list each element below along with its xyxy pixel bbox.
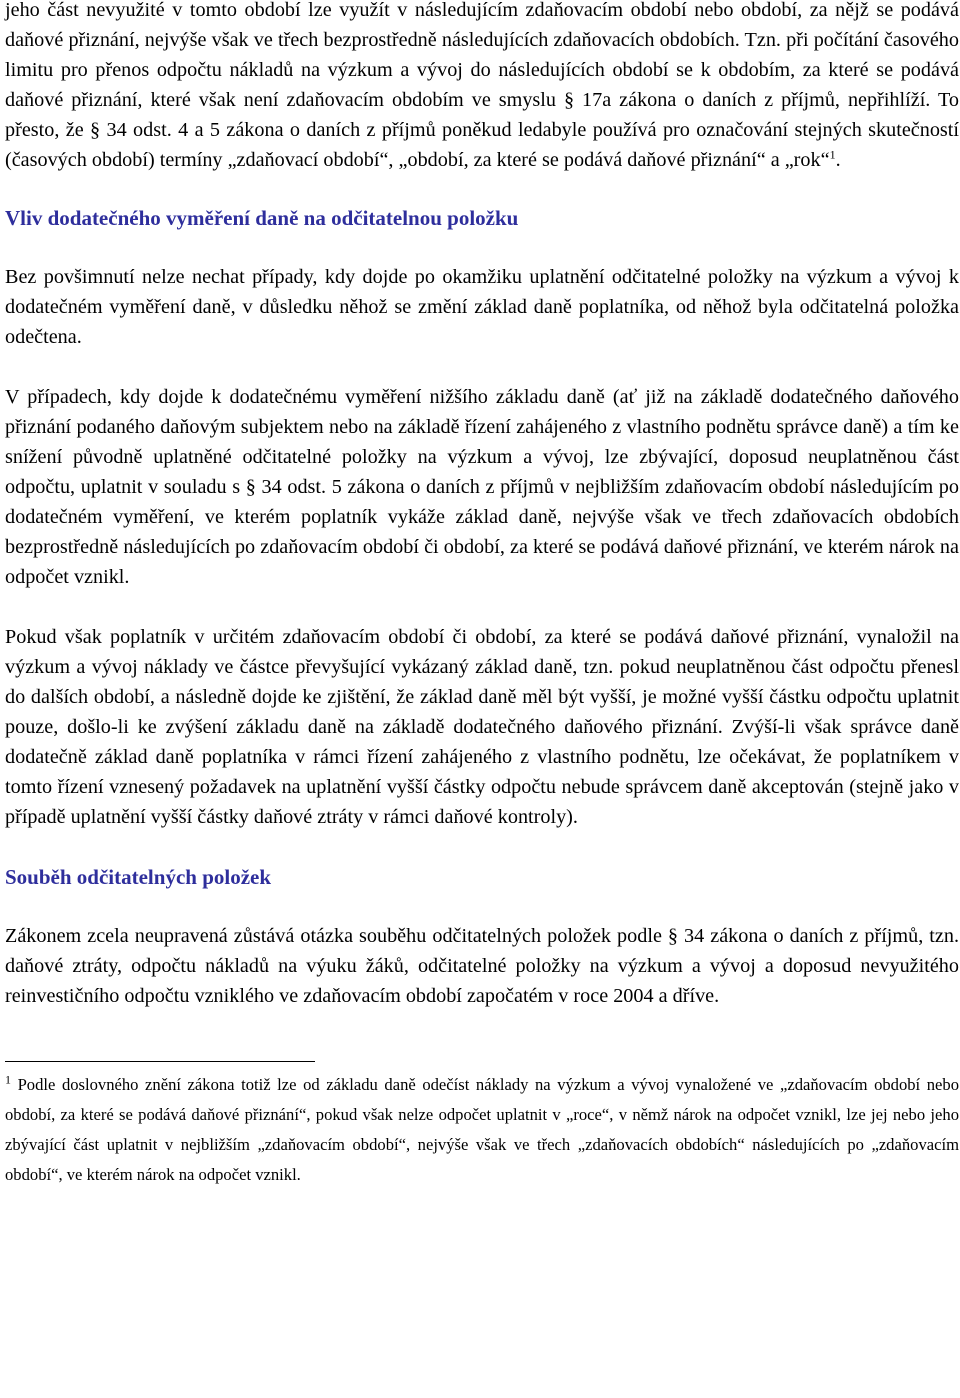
paragraph-higher-tax-base: Pokud však poplatník v určitém zdaňovacím období či období, za které se podává daňové přiznání, vynaložil na výzkum a vývoj náklady ve částce převyšující vykázaný základ daně, tzn. pokud neuplatněnou část odpočtu přenesl do dalších období, a následně dojde ke zjištění, že základ daně měl být vyšší, je možné vyšší částku odpočtu uplatnit pouze, došlo-li ke zvýšení základu daně na základě dodatečného daňového přiznání. Zvýší-li však správce daně dodatečně základ daně poplatníka v rámci řízení zahájeného z vlastního podnětu, lze očekávat, že poplatníkem v tomto řízení vznesený požadavek na uplatnění vyšší částky odpočtu nebude správcem daně akceptován (stejně jako v případě uplatnění vyšší částky daňové ztráty v rámci daňové kontroly).	[5, 626, 959, 828]
footnote-separator	[5, 1061, 315, 1062]
footnote-reference[interactable]: 1	[829, 147, 836, 162]
section-heading-concurrence: Souběh odčitatelných položek	[5, 865, 272, 889]
paragraph-carryover	[5, 0, 959, 175]
paragraph-carryover-end: .	[835, 149, 841, 171]
paragraph-additional-assessment-intro: Bez povšimnutí nelze nechat případy, kdy dojde po okamžiku uplatnění odčitatelné položky na výzkum a vývoj k dodatečném vyměření daně, v důsledku něhož se změní základ daně poplatníka, od něhož byla odčitatelná položka odečtena.	[5, 266, 959, 348]
paragraph-carryover-text: jeho část nevyužité v tomto období lze využít v následujícím zdaňovacím období nebo období, za nějž se podává daňové přiznání, nejvýše však ve třech bezprostředně následujících zdaňovacích obdobích. Tzn. při počítání časového limitu pro přenos odpočtu nákladů na výzkum a vývoj do následujících období se k obdobím, za které se podává daňové přiznání, které však není zdaňovacím obdobím ve smyslu § 17a zákona o daních z příjmů, nepřihlíží. To přesto, že § 34 odst. 4 a 5 zákona o daních z příjmů poněkud ledabyle používá pro označování stejných skutečností (časových období) termíny „zdaňovací období“, „období, za které se podává daňové přiznání“ a „rok“	[5, 0, 959, 171]
section-heading-additional-assessment: Vliv dodatečného vyměření daně na odčitatelnou položku	[5, 206, 519, 230]
paragraph-lower-tax-base: V případech, kdy dojde k dodatečnému vyměření nižšího základu daně (ať již na základě dodatečného daňového přiznání podaného daňovým subjektem nebo na základě řízení zahájeného z vlastního podnětu správce daně) a tím ke snížení původně uplatněné odčitatelné položky na výzkum a vývoj, lze zbývající, doposud neuplatněnou část odpočtu, uplatnit v souladu s § 34 odst. 5 zákona o daních z příjmů v nejbližším zdaňovacím období následujícím po dodatečném vyměření, ve kterém poplatník vykáže základ daně, nejvýše však ve třech zdaňovacích obdobích bezprostředně následujících po zdaňovacím období či období, za které se podává daňové přiznání, ve kterém nárok na odpočet vznikl.	[5, 386, 959, 588]
paragraph-concurrence: Zákonem zcela neupravená zůstává otázka souběhu odčitatelných položek podle § 34 zákona o daních z příjmů, tzn. daňové ztráty, odpočtu nákladů na výuku žáků, odčitatelné položky na výzkum a vývoj a doposud nevyužitého reinvestičního odpočtu vzniklého ve zdaňovacím období započatém v roce 2004 a dříve.	[5, 925, 959, 1007]
document-page	[5, 0, 959, 1190]
footnote-number: 1	[5, 1072, 11, 1087]
footnote	[5, 1070, 959, 1190]
footnote-text: Podle doslovného znění zákona totiž lze od základu daně odečíst náklady na výzkum a vývoj vynaložené ve „zdaňovacím období nebo období, za které se podává daňové přiznání“, pokud však nelze odpočet uplatnit v „roce“, v němž nárok na odpočet vznikl, lze jej nebo jeho zbývající část uplatnit v nejbližším „zdaňovacím období“, nejvýše však ve třech „zdaňovacích obdobích“ následujících po „zdaňovacím období“, ve kterém nárok na odpočet vznikl.	[5, 1075, 959, 1184]
